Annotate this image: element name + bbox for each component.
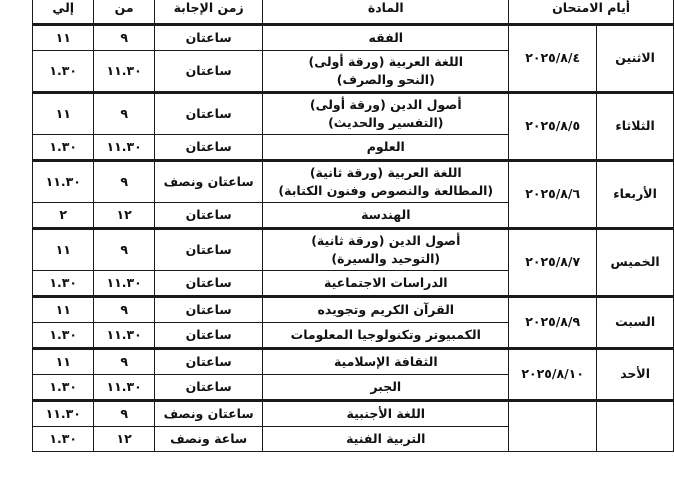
subject-line: الثقافة الإسلامية	[333, 353, 438, 369]
to-time: ١.٣٠	[33, 427, 94, 452]
duration-cell: ساعتان	[154, 203, 263, 229]
from-time: ١١.٣٠	[94, 271, 154, 297]
from-time: ٩	[94, 401, 154, 427]
subject-line: اللغة العربية (ورقة ثانية)	[309, 164, 462, 180]
duration-cell: ساعتان	[154, 271, 263, 297]
table-row	[33, 229, 674, 271]
subject-cell	[263, 427, 509, 452]
table-row	[33, 297, 674, 323]
exam-day: الخميس	[597, 229, 674, 297]
subject-line: (النحو والصرف)	[336, 72, 435, 87]
schedule-body	[33, 25, 674, 452]
duration-cell: ساعتان	[154, 349, 263, 375]
exam-day: الثلاثاء	[597, 93, 674, 161]
header-from: من	[94, 0, 154, 25]
subject-line: اللغة العربية (ورقة أولى)	[308, 53, 464, 69]
duration-cell: ساعة ونصف	[154, 427, 263, 452]
table-row	[33, 93, 674, 135]
table-row	[33, 401, 674, 427]
subject-cell	[263, 349, 509, 375]
to-time: ١١	[33, 25, 94, 51]
subject-line: الكمبيوتر وتكنولوجيا المعلومات	[290, 326, 481, 342]
header-row	[33, 0, 674, 25]
exam-date: ٢٠٢٥/٨/٦	[509, 161, 597, 229]
exam-date: ٢٠٢٥/٨/٤	[509, 25, 597, 93]
subject-line: الجبر	[370, 378, 402, 394]
from-time: ١١.٣٠	[94, 375, 154, 401]
exam-day: الأربعاء	[597, 161, 674, 229]
from-time: ١١.٣٠	[94, 135, 154, 161]
subject-line: أصول الدين (ورقة أولى)	[309, 96, 462, 112]
subject-cell	[263, 135, 509, 161]
to-time: ١.٣٠	[33, 375, 94, 401]
to-time: ١.٣٠	[33, 135, 94, 161]
duration-cell: ساعتان	[154, 51, 263, 93]
from-time: ٩	[94, 349, 154, 375]
duration-cell: ساعتان	[154, 25, 263, 51]
subject-cell	[263, 93, 509, 135]
duration-cell: ساعتان	[154, 297, 263, 323]
to-time: ١١	[33, 229, 94, 271]
header-subject: المادة	[263, 0, 509, 25]
subject-line: (التفسير والحديث)	[328, 115, 444, 130]
duration-cell: ساعتان ونصف	[154, 401, 263, 427]
subject-cell	[263, 51, 509, 93]
exam-date: ٢٠٢٥/٨/٥	[509, 93, 597, 161]
subject-cell	[263, 323, 509, 349]
subject-line: اللغة الأجنبية	[346, 405, 426, 421]
exam-date	[509, 401, 597, 452]
subject-line: الفقه	[368, 29, 404, 45]
to-time: ١.٣٠	[33, 51, 94, 93]
subject-line: أصول الدين (ورقة ثانية)	[311, 232, 461, 248]
subject-cell	[263, 401, 509, 427]
exam-date: ٢٠٢٥/٨/١٠	[509, 349, 597, 401]
header-duration: زمن الإجابة	[154, 0, 263, 25]
header-to: إلي	[33, 0, 94, 25]
subject-cell	[263, 229, 509, 271]
subject-line: الدراسات الاجتماعية	[323, 274, 448, 290]
table-row	[33, 161, 674, 203]
table-row	[33, 349, 674, 375]
subject-line: القرآن الكريم وتجويده	[317, 301, 455, 317]
duration-cell: ساعتان	[154, 323, 263, 349]
from-time: ٩	[94, 161, 154, 203]
from-time: ١١.٣٠	[94, 323, 154, 349]
subject-line: الهندسة	[361, 206, 411, 222]
subject-cell	[263, 271, 509, 297]
from-time: ١٢	[94, 427, 154, 452]
to-time: ١١	[33, 93, 94, 135]
from-time: ١١.٣٠	[94, 51, 154, 93]
subject-line: (التوحيد والسيرة)	[331, 251, 441, 266]
from-time: ٩	[94, 229, 154, 271]
exam-date: ٢٠٢٥/٨/٩	[509, 297, 597, 349]
subject-line: التربية الفنية	[346, 430, 426, 446]
to-time: ١١	[33, 297, 94, 323]
subject-cell	[263, 375, 509, 401]
subject-cell	[263, 161, 509, 203]
header-days: أيام الامتحان	[509, 0, 674, 25]
table-row	[33, 25, 674, 51]
from-time: ٩	[94, 25, 154, 51]
subject-cell	[263, 25, 509, 51]
subject-cell	[263, 297, 509, 323]
duration-cell: ساعتان	[154, 135, 263, 161]
to-time: ٢	[33, 203, 94, 229]
from-time: ١٢	[94, 203, 154, 229]
from-time: ٩	[94, 297, 154, 323]
exam-day: السبت	[597, 297, 674, 349]
to-time: ١١.٣٠	[33, 401, 94, 427]
exam-day	[597, 401, 674, 452]
to-time: ١١.٣٠	[33, 161, 94, 203]
duration-cell: ساعتان	[154, 375, 263, 401]
duration-cell: ساعتان	[154, 93, 263, 135]
exam-schedule-table	[32, 0, 674, 452]
exam-day: الأحد	[597, 349, 674, 401]
subject-line: العلوم	[366, 138, 405, 154]
exam-day: الاثنين	[597, 25, 674, 93]
from-time: ٩	[94, 93, 154, 135]
exam-schedule-sheet	[26, 0, 674, 452]
to-time: ١١	[33, 349, 94, 375]
exam-date: ٢٠٢٥/٨/٧	[509, 229, 597, 297]
duration-cell: ساعتان ونصف	[154, 161, 263, 203]
to-time: ١.٣٠	[33, 271, 94, 297]
duration-cell: ساعتان	[154, 229, 263, 271]
to-time: ١.٣٠	[33, 323, 94, 349]
subject-line: (المطالعة والنصوص وفنون الكتابة)	[278, 183, 494, 198]
subject-cell	[263, 203, 509, 229]
